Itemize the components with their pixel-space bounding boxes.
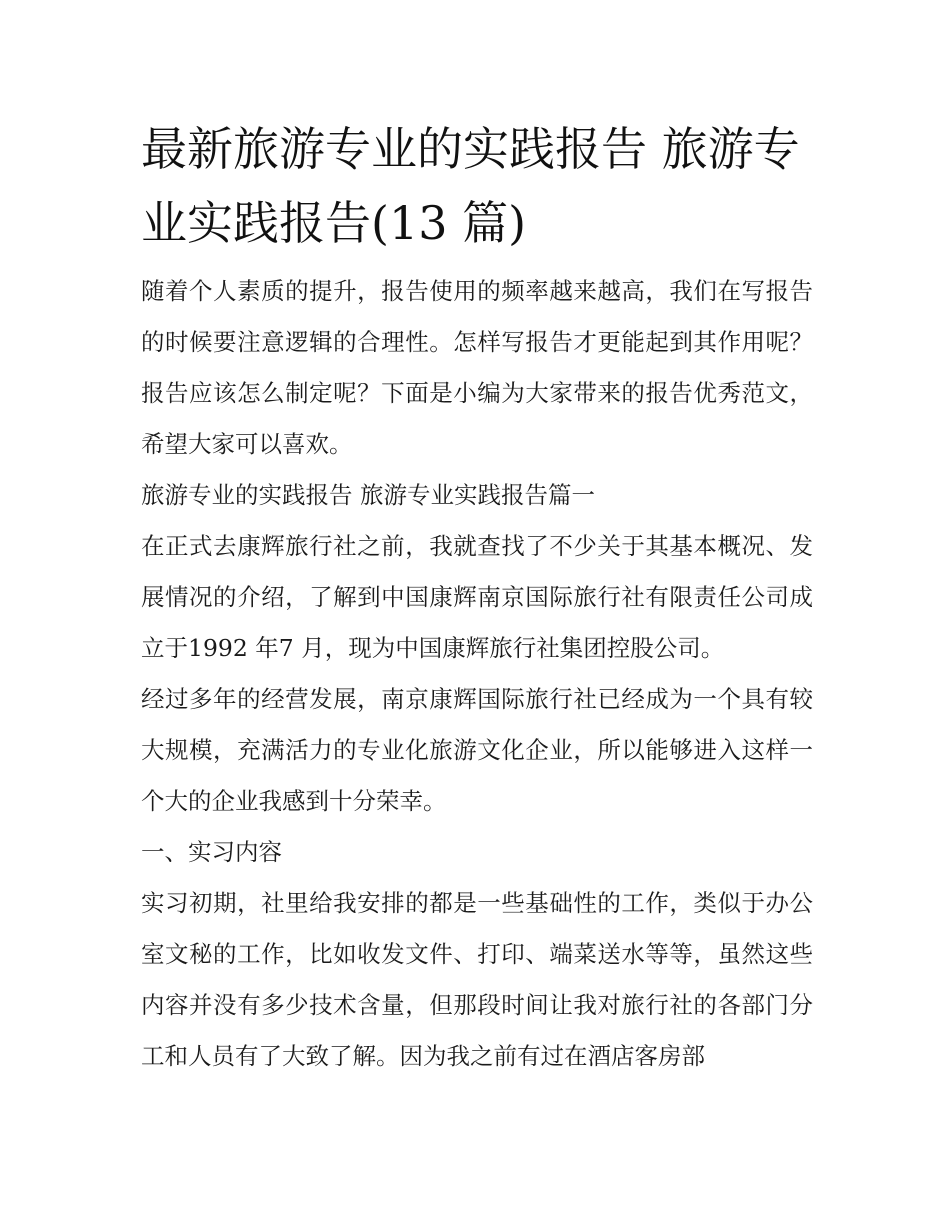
section-heading-part-one: 旅游专业的实践报告 旅游专业实践报告篇一 [141,481,595,509]
section-heading-internship-content: 一、实习内容 [141,838,282,866]
document-body [141,266,813,1082]
document-title: 最新旅游专业的实践报告 旅游专业实践报告(13 篇) [141,122,800,250]
intro-paragraph: 随着个人素质的提升，报告使用的频率越来越高，我们在写报告的时候要注意逻辑的合理性。怎样写报告才更能起到其作用呢？报告应该怎么制定呢？下面是小编为大家带来的报告优秀范文，希望大家可以喜欢。 [141,277,813,458]
paragraph-internship-details: 实习初期，社里给我安排的都是一些基础性的工作，类似于办公室文秘的工作，比如收发文件、打印、端菜送水等等，虽然这些内容并没有多少技术含量，但那段时间让我对旅行社的各部门分工和人员有了大致了解。因为我之前有过在酒店客房部 [141,889,813,1070]
paragraph-company-development: 经过多年的经营发展，南京康辉国际旅行社已经成为一个具有较大规模，充满活力的专业化旅游文化企业，所以能够进入这样一个大的企业我感到十分荣幸。 [141,685,813,815]
document-content [141,112,813,1082]
paragraph-company-background: 在正式去康辉旅行社之前，我就查找了不少关于其基本概况、发展情况的介绍，了解到中国康辉南京国际旅行社有限责任公司成立于1992 年7 月，现为中国康辉旅行社集团控股公司。 [141,532,813,662]
